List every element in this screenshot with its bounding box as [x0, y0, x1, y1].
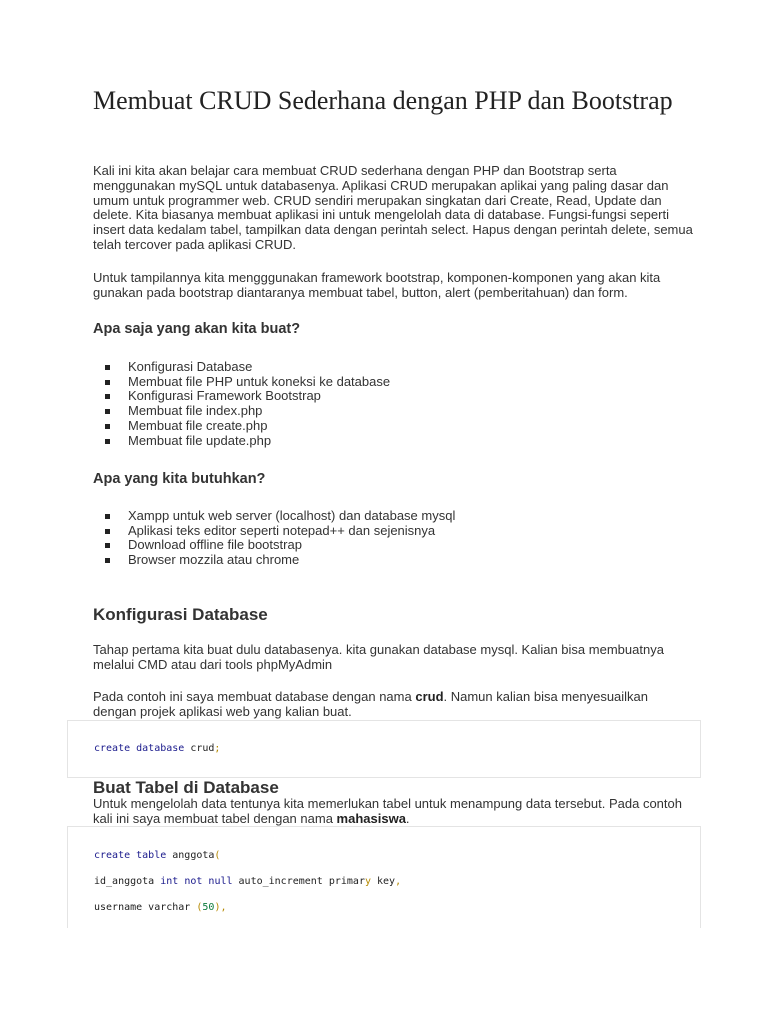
section-heading-table: Buat Tabel di Database [93, 778, 279, 797]
code-line: id_anggota int not null auto_increment primary key, [94, 876, 402, 887]
code-line: username varchar (50), [94, 902, 227, 913]
table-name: mahasiswa [336, 810, 406, 826]
section-heading-config: Konfigurasi Database [93, 605, 268, 624]
config-paragraph-1: Tahap pertama kita buat dulu databasenya. kita gunakan database mysql. Kalian bisa membuatnya melalui CMD atau dari tools phpMyAdmin [93, 642, 664, 672]
section-heading-need: Apa yang kita butuhkan? [93, 471, 266, 487]
what-list [93, 360, 390, 448]
code-line: create table anggota( [94, 850, 221, 861]
table-paragraph: Untuk mengelolah data tentunya kita memerlukan tabel untuk menampung data tersebut. Pada contoh kali ini saya membuat tabel dengan nama mahasiswa. [93, 796, 682, 826]
code-block-create-table [67, 826, 701, 928]
code-block-create-database [67, 720, 701, 778]
list-item: Membuat file update.php [93, 434, 390, 449]
intro-paragraph-2: Untuk tampilannya kita mengggunakan framework bootstrap, komponen-komponen yang akan kita gunakan pada bootstrap diantaranya membuat tabel, button, alert (pemberitahuan) dan form. [93, 270, 661, 300]
list-item: Browser mozzila atau chrome [93, 553, 455, 568]
list-item: Konfigurasi Database [93, 360, 390, 375]
list-item: Konfigurasi Framework Bootstrap [93, 389, 390, 404]
list-item: Xampp untuk web server (localhost) dan database mysql [93, 509, 455, 524]
list-item: Membuat file create.php [93, 419, 390, 434]
list-item: Aplikasi teks editor seperti notepad++ dan sejenisnya [93, 524, 455, 539]
need-list [93, 509, 455, 568]
config-paragraph-2: Pada contoh ini saya membuat database dengan nama crud. Namun kalian bisa menyesuailkan dengan projek aplikasi web yang kalian buat. [93, 689, 649, 719]
list-item: Download offline file bootstrap [93, 538, 455, 553]
intro-paragraph: Kali ini kita akan belajar cara membuat CRUD sederhana dengan PHP dan Bootstrap serta menggunakan mySQL untuk databasenya. Aplikasi CRUD merupakan aplikai yang paling dasar dan umum untuk programmer web. CRUD sendiri merupakan singkatan dari Create, Read, Update dan delete. Kita biasanya membuat aplikasi ini untuk mengelolah data di database. Fungsi-fungsi seperti insert data kedalam tabel, tampilkan data dengan perintah select. Hapus dengan perintah delete, semua telah tercover pada aplikasi CRUD. [93, 163, 693, 252]
code-line: create database crud; [94, 743, 221, 754]
page-title: Membuat CRUD Sederhana dengan PHP dan Bootstrap [93, 86, 673, 115]
section-heading-what: Apa saja yang akan kita buat? [93, 321, 301, 337]
list-item: Membuat file PHP untuk koneksi ke database [93, 375, 390, 390]
list-item: Membuat file index.php [93, 404, 390, 419]
database-name: crud [415, 689, 444, 704]
